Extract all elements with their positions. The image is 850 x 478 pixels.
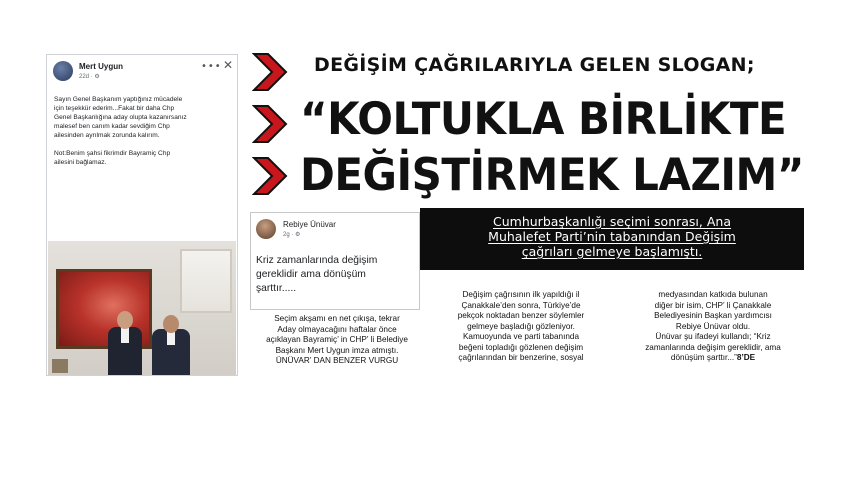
close-icon[interactable]: ✕ [223, 58, 234, 72]
banner-line: Cumhurbaşkanlığı seçimi sonrası, Ana [493, 214, 731, 229]
chevron-right-icon [252, 156, 288, 196]
headline-line-1: “KOLTUKLA BİRLİKTE [300, 92, 787, 145]
post-meta: 22d · ⚙ [79, 74, 100, 80]
avatar [53, 61, 73, 81]
quote-text: Kriz zamanlarında değişim gereklidir ama dönüşüm şarttır..... [256, 255, 378, 294]
banner-line: çağrıları gelmeye başlamıştı. [521, 244, 703, 259]
headline-kicker: DEĞİŞİM ÇAĞRILARIYLA GELEN SLOGAN; [314, 54, 755, 76]
quote-post-card [250, 212, 420, 310]
post-paragraph: Sayın Genel Başkanım yaptığınız mücadele için teşekkür ederim...Fakat bir daha Chp Genel Başkanlığına aday olupta kazanırsanız malesef ben canım kadar sevdiğim Chp ailesinden ayrılmak zorunda kalırım. [54, 96, 187, 139]
page-reference: 8’DE [736, 353, 756, 362]
post-header [47, 55, 237, 87]
subheadline-banner [420, 208, 804, 270]
chevron-right-icon [252, 52, 288, 92]
facebook-post-card [46, 54, 238, 376]
headline-line-2: DEĞİŞTİRMEK LAZIM” [300, 148, 804, 201]
quote-meta: 2g · ⚙ [283, 232, 301, 238]
article-column-3: medyasından katkıda bulunan diğer bir isim, CHP’ li Çanakkale Belediyesinin Başkan yardımcısı Rebiye Ünüvar oldu. Ünüvar şu ifadeyi kullandı; “Kriz zamanlarında değişim gereklidir, ama dönüşüm şarttır...”8’DE [645, 290, 781, 362]
more-options-icon[interactable]: ••• [201, 61, 222, 72]
section-subheading: ÜNÜVAR’ DAN BENZER VURGU [275, 356, 399, 365]
window [180, 249, 232, 313]
post-photo [48, 241, 236, 375]
person-left [104, 311, 146, 375]
banner-line: Muhalefet Parti’nin tabanından Değişim [488, 229, 736, 244]
chevron-right-icon [252, 104, 288, 144]
article-column-2: Değişim çağrısının ilk yapıldığı il Çanakkale’den sonra, Türkiye’de pekçok noktadan benzer söylemler gelmeye başladığı gözleniyor. Kamuoyunda ve parti tabanında beğeni topladığı gözlenen değişim çağrılarından bir benzerine, sosyal [457, 290, 585, 362]
post-author: Mert Uygun [79, 62, 123, 71]
person-right [148, 315, 194, 375]
post-paragraph: Not:Benim şahsi fikrimdir Bayramiç Chp ailesini bağlamaz. [54, 150, 171, 166]
desk-frame [52, 359, 68, 373]
article-column-1: Seçim akşamı en net çıkışa, tekrar Aday olmayacağını haftalar önce açıklayan Bayramiç’ in CHP’ li Belediye Başkanı Mert Uygun imza atmıştı. ÜNÜVAR’ DAN BENZER VURGU [248, 314, 426, 367]
quote-author: Rebiye Ünüvar [283, 220, 336, 229]
post-text [54, 95, 232, 176]
avatar [256, 219, 276, 239]
